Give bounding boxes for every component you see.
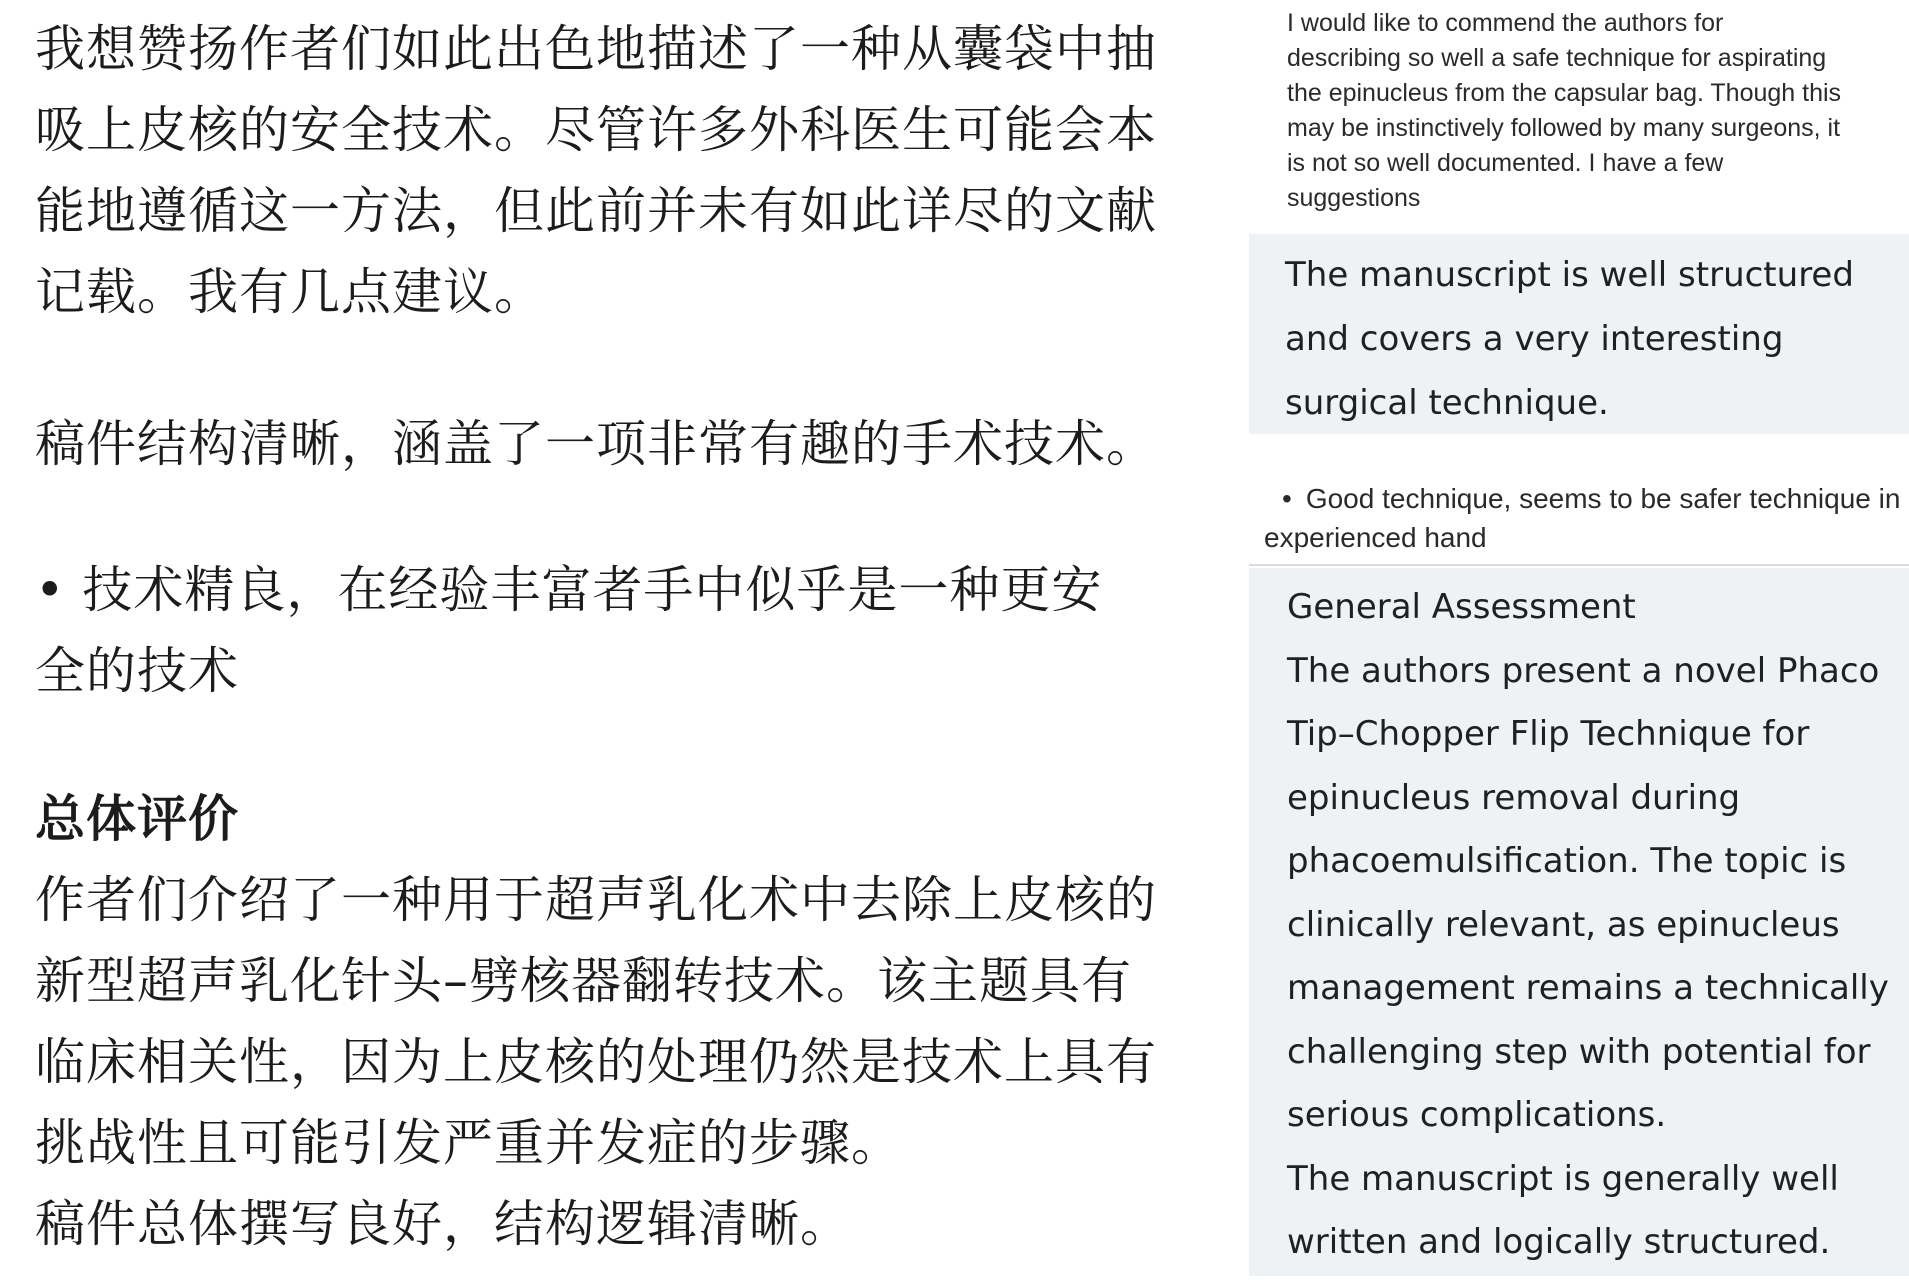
zh-line: 稿件总体撰写良好，结构逻辑清晰。 <box>35 1195 851 1253</box>
en-line: experienced hand <box>1264 522 1487 553</box>
en-bullet-item <box>1264 479 1904 557</box>
en-line: is not so well documented. I have a few <box>1287 149 1724 177</box>
zh-line: 能地遵循这一方法，但此前并未有如此详尽的文献 <box>35 182 1157 240</box>
zh-line: 记载。我有几点建议。 <box>35 263 545 321</box>
zh-paragraph-bullet <box>35 550 1225 712</box>
en-line: the epinucleus from the capsular bag. Though this <box>1287 79 1842 107</box>
en-line: challenging step with potential for <box>1287 1031 1871 1072</box>
en-line: management remains a technically <box>1287 968 1889 1008</box>
zh-section-heading: 总体评价 <box>35 790 239 848</box>
en-line: written and logically structured. <box>1287 1222 1831 1262</box>
zh-line: • 技术精良，在经验丰富者手中似乎是一种更安 <box>35 561 1103 619</box>
en-line: The authors present a novel Phaco <box>1287 650 1880 691</box>
zh-line: 挑战性且可能引发严重并发症的步骤。 <box>35 1114 902 1172</box>
zh-paragraph-commendation <box>35 9 1225 333</box>
zh-line: 我想赞扬作者们如此出色地描述了一种从囊袋中抽 <box>35 20 1157 78</box>
zh-paragraph-structure <box>35 404 1225 485</box>
en-section-heading: General Assessment <box>1287 587 1636 627</box>
en-line: and covers a very interesting <box>1285 319 1784 359</box>
en-line: suggestions <box>1287 184 1421 212</box>
en-line: epinucleus removal during <box>1287 777 1741 818</box>
en-line: clinically relevant, as epinucleus <box>1287 904 1840 945</box>
en-line: surgical technique. <box>1285 383 1609 423</box>
zh-line: 新型超声乳化针头–劈核器翻转技术。该主题具有 <box>35 952 1132 1010</box>
bullet-icon: • <box>1282 483 1292 514</box>
en-paragraph-commendation <box>1287 6 1887 216</box>
en-line: Tip–Chopper Flip Technique for <box>1287 714 1810 754</box>
en-line: The manuscript is generally well <box>1287 1158 1839 1199</box>
zh-line: 全的技术 <box>35 642 239 700</box>
english-original-column <box>1245 0 1909 1280</box>
en-line: describing so well a safe technique for aspirating <box>1287 44 1827 72</box>
zh-line: 吸上皮核的安全技术。尽管许多外科医生可能会本 <box>35 101 1157 159</box>
en-highlight-box-general-assessment <box>1249 568 1909 1276</box>
zh-section-general-assessment <box>35 779 1225 1265</box>
en-line: may be instinctively followed by many surgeons, it <box>1287 114 1841 142</box>
en-line: The manuscript is well structured <box>1285 255 1854 295</box>
en-line: phacoemulsification. The topic is <box>1287 841 1847 881</box>
en-paragraph-structure <box>1285 243 1885 435</box>
zh-line: 作者们介绍了一种用于超声乳化术中去除上皮核的 <box>35 871 1157 929</box>
en-section-general-assessment <box>1287 576 1897 1275</box>
en-line: Good technique, seems to be safer technique in <box>1305 483 1901 514</box>
zh-line: 临床相关性，因为上皮核的处理仍然是技术上具有 <box>35 1033 1157 1091</box>
en-line: I would like to commend the authors for <box>1287 9 1724 37</box>
en-highlight-box-structure <box>1249 234 1909 434</box>
en-line: serious complications. <box>1287 1095 1667 1135</box>
zh-line: 稿件结构清晰，涵盖了一项非常有趣的手术技术。 <box>35 415 1157 473</box>
divider <box>1249 564 1909 566</box>
